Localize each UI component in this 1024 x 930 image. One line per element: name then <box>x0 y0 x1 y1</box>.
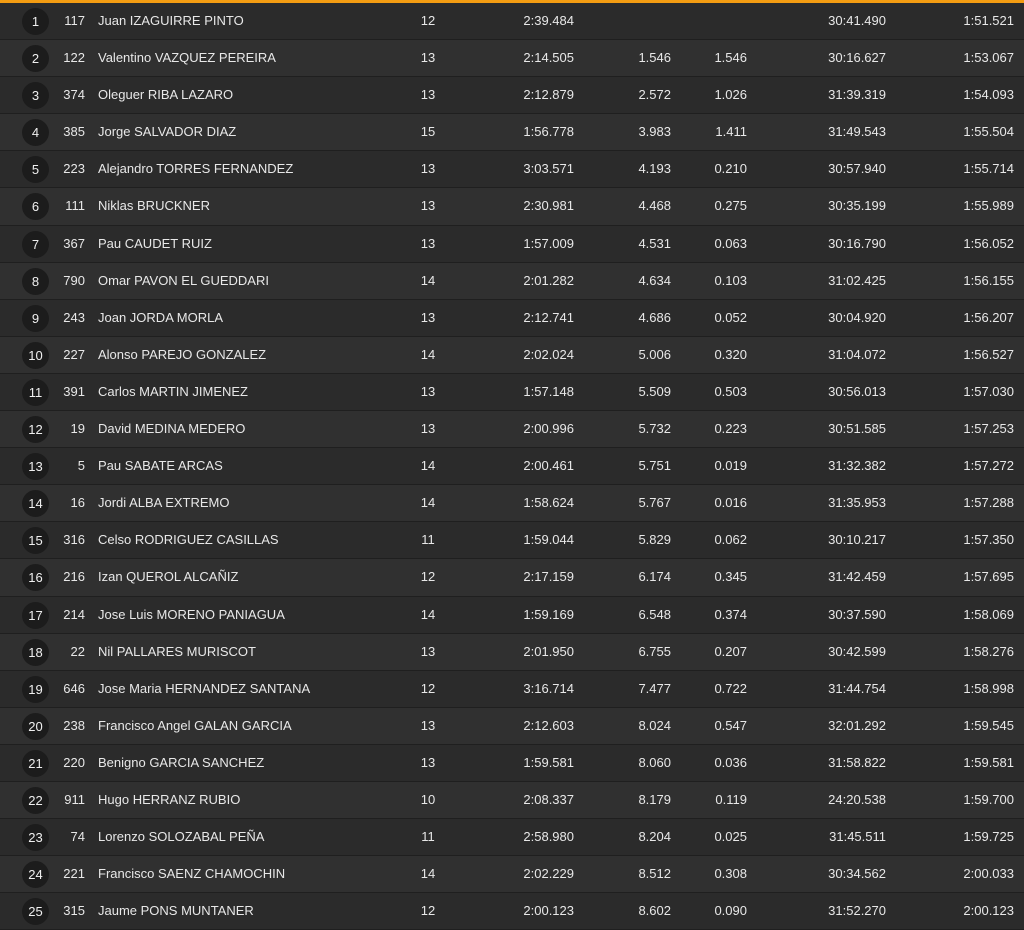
table-row[interactable] <box>0 40 1024 77</box>
average-lap: 1:57.350 <box>963 532 1014 548</box>
average-lap: 1:56.527 <box>963 346 1014 362</box>
table-row[interactable] <box>0 634 1024 671</box>
average-lap: 1:56.207 <box>963 309 1014 325</box>
laps-count: 11 <box>421 532 435 548</box>
table-row[interactable] <box>0 708 1024 745</box>
table-row[interactable] <box>0 671 1024 708</box>
table-row[interactable] <box>0 374 1024 411</box>
bib-number: 911 <box>64 791 85 807</box>
average-lap: 1:56.155 <box>963 272 1014 288</box>
best-lap: 1:56.778 <box>523 124 574 140</box>
gap-to-leader: 6.755 <box>638 643 671 659</box>
laps-count: 14 <box>420 866 436 882</box>
best-lap: 2:12.741 <box>523 309 574 325</box>
gap-to-previous: 0.345 <box>714 569 747 585</box>
laps-count: 12 <box>420 13 436 28</box>
average-lap: 1:55.714 <box>963 161 1014 177</box>
gap-to-leader: 5.829 <box>638 532 671 548</box>
best-lap: 1:59.044 <box>523 532 574 548</box>
average-lap: 1:59.545 <box>963 717 1014 733</box>
best-lap: 2:30.981 <box>523 198 574 214</box>
average-lap: 1:59.581 <box>963 754 1014 770</box>
best-lap: 1:59.169 <box>523 606 574 622</box>
average-lap: 1:57.288 <box>963 495 1014 511</box>
rider-name: Pau CAUDET RUIZ <box>98 235 212 251</box>
table-row[interactable] <box>0 263 1024 300</box>
laps-count: 14 <box>420 458 436 474</box>
total-time: 30:04.920 <box>828 309 886 325</box>
rider-name: Niklas BRUCKNER <box>98 198 210 214</box>
position-badge: 24 <box>22 861 49 888</box>
laps-count: 13 <box>420 161 436 177</box>
gap-to-previous: 0.052 <box>714 309 747 325</box>
average-lap: 1:57.272 <box>963 458 1014 474</box>
rider-name: Carlos MARTIN JIMENEZ <box>98 383 248 399</box>
gap-to-leader: 5.509 <box>638 383 671 399</box>
table-row[interactable] <box>0 114 1024 151</box>
laps-count: 13 <box>420 717 436 733</box>
gap-to-leader: 3.983 <box>638 124 671 140</box>
average-lap: 1:57.030 <box>963 383 1014 399</box>
best-lap: 2:00.123 <box>523 903 574 919</box>
table-row[interactable] <box>0 411 1024 448</box>
rider-name: Juan IZAGUIRRE PINTO <box>98 13 244 28</box>
table-row[interactable] <box>0 559 1024 596</box>
bib-number: 214 <box>63 606 85 622</box>
laps-count: 13 <box>420 309 436 325</box>
bib-number: 646 <box>63 680 85 696</box>
position-badge: 19 <box>22 676 49 703</box>
rider-name: Francisco Angel GALAN GARCIA <box>98 717 292 733</box>
total-time: 30:42.599 <box>828 643 886 659</box>
bib-number: 238 <box>63 717 85 733</box>
position-badge: 2 <box>22 45 49 72</box>
table-row[interactable] <box>0 597 1024 634</box>
rider-name: Valentino VAZQUEZ PEREIRA <box>98 50 276 66</box>
total-time: 30:37.590 <box>828 606 886 622</box>
position-badge: 15 <box>22 527 49 554</box>
laps-count: 14 <box>420 346 436 362</box>
rider-name: Francisco SAENZ CHAMOCHIN <box>98 866 286 882</box>
gap-to-leader: 6.174 <box>638 569 671 585</box>
average-lap: 1:58.069 <box>963 606 1014 622</box>
table-row[interactable] <box>0 856 1024 893</box>
gap-to-previous: 0.320 <box>714 346 747 362</box>
laps-count: 13 <box>420 198 436 214</box>
best-lap: 1:57.148 <box>523 383 574 399</box>
gap-to-previous: 0.016 <box>714 495 747 511</box>
gap-to-previous: 0.547 <box>714 717 747 733</box>
table-row[interactable] <box>0 151 1024 188</box>
position-badge: 22 <box>22 787 49 814</box>
best-lap: 3:16.714 <box>523 680 574 696</box>
rider-name: Izan QUEROL ALCAÑIZ <box>98 569 239 585</box>
gap-to-leader: 7.477 <box>638 680 671 696</box>
table-row[interactable] <box>0 188 1024 225</box>
laps-count: 12 <box>420 569 436 585</box>
table-row[interactable] <box>0 448 1024 485</box>
average-lap: 1:55.504 <box>963 124 1014 140</box>
position-badge: 7 <box>22 231 49 258</box>
bib-number: 243 <box>63 309 85 325</box>
position-badge: 5 <box>22 156 49 183</box>
average-lap: 2:00.033 <box>963 866 1014 882</box>
bib-number: 220 <box>63 754 85 770</box>
total-time: 30:57.940 <box>828 161 886 177</box>
best-lap: 2:58.980 <box>523 829 574 845</box>
gap-to-previous: 0.223 <box>714 421 747 437</box>
rider-name: Jose Luis MORENO PANIAGUA <box>98 606 285 622</box>
gap-to-previous: 0.210 <box>714 161 747 177</box>
rider-name: Joan JORDA MORLA <box>98 309 223 325</box>
table-row[interactable] <box>0 782 1024 819</box>
rider-name: Jordi ALBA EXTREMO <box>98 495 230 511</box>
bib-number: 5 <box>77 458 85 474</box>
bib-number: 19 <box>70 421 85 437</box>
total-time: 32:01.292 <box>828 717 886 733</box>
laps-count: 13 <box>420 50 436 66</box>
table-row[interactable] <box>0 522 1024 559</box>
gap-to-previous: 0.019 <box>714 458 747 474</box>
rider-name: Oleguer RIBA LAZARO <box>98 87 234 103</box>
gap-to-previous: 0.062 <box>714 532 747 548</box>
total-time: 30:16.790 <box>828 235 886 251</box>
best-lap: 1:59.581 <box>523 754 574 770</box>
gap-to-leader: 5.751 <box>638 458 671 474</box>
gap-to-previous: 0.025 <box>714 829 747 845</box>
total-time: 31:45.511 <box>829 829 886 845</box>
position-badge: 8 <box>22 268 49 295</box>
average-lap: 1:53.067 <box>963 50 1014 66</box>
bib-number: 385 <box>63 124 85 140</box>
position-badge: 17 <box>22 602 49 629</box>
rider-name: Nil PALLARES MURISCOT <box>98 643 256 659</box>
rider-name: David MEDINA MEDERO <box>98 421 246 437</box>
average-lap: 1:59.725 <box>963 829 1014 845</box>
best-lap: 1:58.624 <box>523 495 574 511</box>
best-lap: 2:08.337 <box>523 791 574 807</box>
gap-to-previous: 0.036 <box>714 754 747 770</box>
table-row[interactable] <box>0 819 1024 856</box>
bib-number: 367 <box>63 235 85 251</box>
table-row[interactable] <box>0 226 1024 263</box>
bib-number: 16 <box>70 495 85 511</box>
table-row[interactable] <box>0 745 1024 782</box>
total-time: 31:32.382 <box>828 458 886 474</box>
gap-to-leader: 8.512 <box>638 866 671 882</box>
bib-number: 111 <box>65 198 85 214</box>
gap-to-leader: 8.602 <box>638 903 671 919</box>
position-badge: 23 <box>22 824 49 851</box>
gap-to-previous: 1.546 <box>714 50 747 66</box>
bib-number: 790 <box>63 272 85 288</box>
gap-to-leader: 8.204 <box>638 829 671 845</box>
table-row[interactable] <box>0 300 1024 337</box>
gap-to-previous: 0.119 <box>715 791 747 807</box>
best-lap: 2:17.159 <box>523 569 574 585</box>
table-row[interactable] <box>0 337 1024 374</box>
rider-name: Celso RODRIGUEZ CASILLAS <box>98 532 279 548</box>
laps-count: 12 <box>420 680 436 696</box>
total-time: 31:04.072 <box>828 346 886 362</box>
gap-to-previous: 0.308 <box>714 866 747 882</box>
gap-to-previous: 0.090 <box>714 903 747 919</box>
position-badge: 6 <box>22 193 49 220</box>
total-time: 30:41.490 <box>828 13 886 28</box>
table-row[interactable] <box>0 893 1024 930</box>
position-badge: 13 <box>22 453 49 480</box>
laps-count: 13 <box>420 421 436 437</box>
results-table <box>0 3 1024 930</box>
average-lap: 1:58.276 <box>963 643 1014 659</box>
gap-to-previous: 0.722 <box>714 680 747 696</box>
total-time: 31:02.425 <box>828 272 886 288</box>
bib-number: 221 <box>63 866 85 882</box>
position-badge: 16 <box>22 564 49 591</box>
bib-number: 391 <box>63 383 85 399</box>
average-lap: 1:58.998 <box>963 680 1014 696</box>
position-badge: 11 <box>22 379 49 406</box>
bib-number: 316 <box>63 532 85 548</box>
best-lap: 2:01.950 <box>523 643 574 659</box>
laps-count: 13 <box>420 383 436 399</box>
average-lap: 1:51.521 <box>963 13 1014 28</box>
gap-to-leader: 4.193 <box>638 161 671 177</box>
gap-to-leader: 5.006 <box>638 346 671 362</box>
average-lap: 1:57.695 <box>963 569 1014 585</box>
average-lap: 2:00.123 <box>963 903 1014 919</box>
bib-number: 374 <box>63 87 85 103</box>
laps-count: 13 <box>420 643 436 659</box>
rider-name: Pau SABATE ARCAS <box>98 458 223 474</box>
best-lap: 2:12.879 <box>523 87 574 103</box>
total-time: 30:16.627 <box>828 50 886 66</box>
bib-number: 117 <box>64 13 85 28</box>
average-lap: 1:56.052 <box>963 235 1014 251</box>
total-time: 24:20.538 <box>828 791 886 807</box>
position-badge: 25 <box>22 898 49 925</box>
laps-count: 13 <box>420 754 436 770</box>
gap-to-leader: 2.572 <box>638 87 671 103</box>
laps-count: 14 <box>420 495 436 511</box>
best-lap: 2:39.484 <box>523 13 574 28</box>
gap-to-leader: 1.546 <box>638 50 671 66</box>
position-badge: 14 <box>22 490 49 517</box>
best-lap: 2:01.282 <box>523 272 574 288</box>
gap-to-previous: 0.374 <box>714 606 747 622</box>
best-lap: 3:03.571 <box>523 161 574 177</box>
rider-name: Hugo HERRANZ RUBIO <box>98 791 241 807</box>
gap-to-previous: 0.063 <box>714 235 747 251</box>
position-badge: 1 <box>22 8 49 35</box>
total-time: 30:51.585 <box>828 421 886 437</box>
total-time: 31:49.543 <box>828 124 886 140</box>
total-time: 31:35.953 <box>828 495 886 511</box>
gap-to-previous: 1.411 <box>715 124 747 140</box>
position-badge: 3 <box>22 82 49 109</box>
rider-name: Lorenzo SOLOZABAL PEÑA <box>98 829 265 845</box>
total-time: 31:42.459 <box>828 569 886 585</box>
rider-name: Jorge SALVADOR DIAZ <box>98 124 237 140</box>
gap-to-leader: 8.060 <box>638 754 671 770</box>
gap-to-leader: 5.767 <box>638 495 671 511</box>
gap-to-previous: 0.503 <box>714 383 747 399</box>
bib-number: 216 <box>63 569 85 585</box>
best-lap: 2:14.505 <box>523 50 574 66</box>
bib-number: 122 <box>63 50 85 66</box>
gap-to-leader: 8.024 <box>638 717 671 733</box>
total-time: 30:35.199 <box>828 198 886 214</box>
total-time: 31:58.822 <box>828 754 886 770</box>
table-row[interactable] <box>0 485 1024 522</box>
total-time: 30:56.013 <box>828 383 886 399</box>
rider-name: Omar PAVON EL GUEDDARI <box>98 272 269 288</box>
gap-to-leader: 5.732 <box>638 421 671 437</box>
rider-name: Jose Maria HERNANDEZ SANTANA <box>98 680 311 696</box>
laps-count: 13 <box>420 87 436 103</box>
total-time: 31:44.754 <box>828 680 886 696</box>
average-lap: 1:59.700 <box>963 791 1014 807</box>
bib-number: 223 <box>63 161 85 177</box>
position-badge: 4 <box>22 119 49 146</box>
gap-to-leader: 8.179 <box>638 791 671 807</box>
average-lap: 1:57.253 <box>963 421 1014 437</box>
laps-count: 14 <box>420 606 436 622</box>
bib-number: 74 <box>70 829 85 845</box>
laps-count: 14 <box>420 272 436 288</box>
best-lap: 1:57.009 <box>523 235 574 251</box>
rider-name: Jaume PONS MUNTANER <box>98 903 254 919</box>
bib-number: 315 <box>63 903 85 919</box>
gap-to-leader: 4.634 <box>638 272 671 288</box>
laps-count: 10 <box>420 791 436 807</box>
gap-to-previous: 1.026 <box>714 87 747 103</box>
rider-name: Alejandro TORRES FERNANDEZ <box>98 161 294 177</box>
total-time: 30:34.562 <box>828 866 886 882</box>
gap-to-leader: 4.686 <box>638 309 671 325</box>
position-badge: 10 <box>22 342 49 369</box>
position-badge: 20 <box>22 713 49 740</box>
laps-count: 12 <box>420 903 436 919</box>
laps-count: 15 <box>420 124 436 140</box>
gap-to-leader <box>590 3 671 39</box>
best-lap: 2:02.024 <box>523 346 574 362</box>
total-time: 31:39.319 <box>828 87 886 103</box>
laps-count: 11 <box>421 829 435 845</box>
best-lap: 2:00.996 <box>523 421 574 437</box>
gap-to-leader: 6.548 <box>638 606 671 622</box>
gap-to-previous <box>680 3 747 39</box>
gap-to-leader: 4.468 <box>638 198 671 214</box>
total-time: 30:10.217 <box>828 532 886 548</box>
table-row[interactable] <box>0 3 1024 40</box>
bib-number: 22 <box>70 643 85 659</box>
gap-to-previous: 0.103 <box>714 272 747 288</box>
rider-name: Benigno GARCIA SANCHEZ <box>98 754 265 770</box>
position-badge: 18 <box>22 639 49 666</box>
gap-to-leader: 4.531 <box>638 235 671 251</box>
position-badge: 12 <box>22 416 49 443</box>
laps-count: 13 <box>420 235 436 251</box>
table-row[interactable] <box>0 77 1024 114</box>
average-lap: 1:54.093 <box>963 87 1014 103</box>
total-time: 31:52.270 <box>828 903 886 919</box>
gap-to-previous: 0.275 <box>714 198 747 214</box>
position-badge: 21 <box>22 750 49 777</box>
best-lap: 2:12.603 <box>523 717 574 733</box>
position-badge: 9 <box>22 305 49 332</box>
best-lap: 2:02.229 <box>523 866 574 882</box>
rider-name: Alonso PAREJO GONZALEZ <box>98 346 267 362</box>
average-lap: 1:55.989 <box>963 198 1014 214</box>
best-lap: 2:00.461 <box>523 458 574 474</box>
bib-number: 227 <box>63 346 85 362</box>
gap-to-previous: 0.207 <box>714 643 747 659</box>
